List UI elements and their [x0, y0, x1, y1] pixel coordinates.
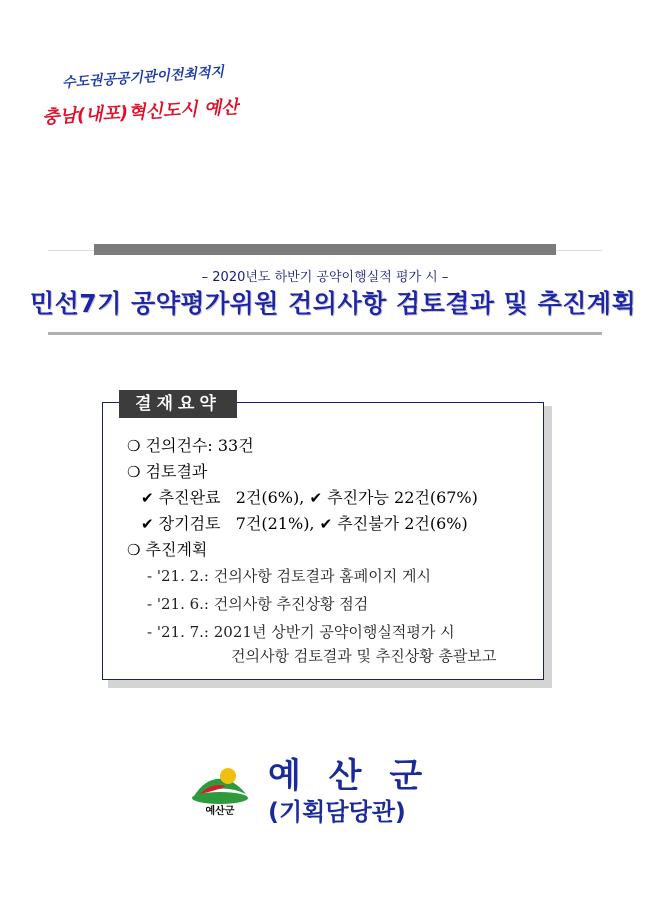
plan-date: '21. 7.: [156, 623, 209, 641]
plan-text: 건의사항 검토결과 홈페이지 게시 [213, 567, 431, 585]
slogan-line2: 충남(내포)혁신도시 예산 [41, 96, 240, 129]
slogan-logo [40, 60, 240, 132]
plan-text: 건의사항 검토결과 및 추진상황 총괄보고 [231, 647, 497, 665]
checkmark-icon: ✔ [141, 489, 154, 507]
county-name: 예 산 군 [268, 756, 431, 796]
circle-bullet-icon: ❍ [127, 437, 141, 455]
result-completed: 추진완료 2건(6%), [158, 488, 305, 507]
summary-item-text: 추진계획 [145, 540, 208, 559]
document-subtitle: – 2020년도 하반기 공약이행실적 평가 시 – [201, 270, 449, 285]
summary-item [127, 537, 207, 560]
checkmark-icon: ✔ [141, 515, 154, 533]
result-impossible: 추진불가 2건(6%) [337, 514, 468, 533]
circle-bullet-icon: ❍ [127, 541, 141, 559]
emblem-label: 예산군 [205, 806, 235, 817]
plan-row [147, 621, 455, 642]
summary-box [102, 402, 544, 680]
result-long-term: 장기검토 7건(21%), [158, 514, 315, 533]
result-possible: 추진가능 22건(67%) [327, 488, 478, 507]
header-rule-thick [94, 244, 556, 255]
result-row [141, 485, 478, 508]
summary-item [127, 433, 254, 456]
dash-icon: - [147, 623, 153, 641]
summary-item-text: 검토결과 [145, 462, 208, 481]
checkmark-icon: ✔ [309, 489, 323, 507]
plan-text: 2021년 상반기 공약이행실적평가 시 [213, 623, 455, 641]
plan-date: '21. 6.: [156, 595, 209, 613]
dash-icon: - [147, 595, 153, 613]
result-row [141, 511, 468, 534]
dash-icon: - [147, 567, 153, 585]
header-rule-bottom [48, 332, 602, 335]
summary-item-text: 건의건수: 33건 [145, 436, 254, 455]
plan-row [147, 593, 368, 614]
department-name: (기획담당관) [268, 798, 406, 826]
document-title: 민선7기 공약평가위원 건의사항 검토결과 및 추진계획 [30, 289, 637, 318]
plan-date: '21. 2.: [156, 567, 209, 585]
slogan-line1: 수도권공공기관이전최적지 [61, 64, 225, 92]
checkmark-icon: ✔ [319, 515, 333, 533]
plan-row-continued [231, 645, 496, 666]
summary-tag: 결재요약 [119, 390, 237, 418]
circle-bullet-icon: ❍ [127, 463, 141, 481]
plan-row [147, 565, 431, 586]
plan-text: 건의사항 추진상황 점검 [213, 595, 369, 613]
summary-item [127, 459, 207, 482]
